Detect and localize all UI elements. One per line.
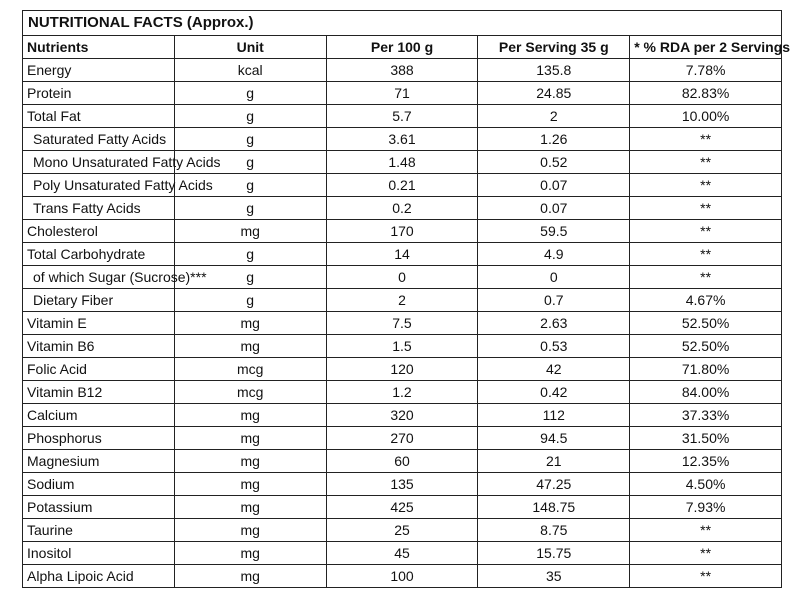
- table-row: [23, 151, 782, 174]
- header-rda: * % RDA per 2 Servings: [630, 36, 782, 59]
- nutrient-rda: **: [630, 128, 782, 151]
- nutrient-per-100g: 320: [326, 404, 478, 427]
- nutrient-name: Vitamin B6: [23, 335, 175, 358]
- nutrient-per-serving: 0.7: [478, 289, 630, 312]
- table-row: [23, 82, 782, 105]
- table-row: [23, 289, 782, 312]
- table-row: [23, 519, 782, 542]
- nutrient-name: Total Fat: [23, 105, 175, 128]
- nutrient-unit: mg: [174, 496, 326, 519]
- nutrient-rda: 52.50%: [630, 312, 782, 335]
- nutrient-per-serving: 35: [478, 565, 630, 588]
- nutrient-per-serving: 2.63: [478, 312, 630, 335]
- nutrient-per-100g: 388: [326, 59, 478, 82]
- nutrient-unit: mg: [174, 473, 326, 496]
- nutrient-per-100g: 14: [326, 243, 478, 266]
- nutrient-per-100g: 0.2: [326, 197, 478, 220]
- nutrient-unit: g: [174, 289, 326, 312]
- nutrient-per-serving: 24.85: [478, 82, 630, 105]
- nutrient-name: Vitamin E: [23, 312, 175, 335]
- nutrition-facts-panel: [22, 10, 791, 588]
- nutrient-name: Poly Unsaturated Fatty Acids: [23, 174, 175, 197]
- nutrient-unit: g: [174, 174, 326, 197]
- nutrient-unit: mg: [174, 312, 326, 335]
- nutrient-per-100g: 2: [326, 289, 478, 312]
- nutrient-unit: g: [174, 197, 326, 220]
- nutrient-rda: 71.80%: [630, 358, 782, 381]
- table-row: [23, 335, 782, 358]
- nutrient-name: Cholesterol: [23, 220, 175, 243]
- nutrient-per-100g: 0.21: [326, 174, 478, 197]
- nutrient-rda: 4.50%: [630, 473, 782, 496]
- nutrient-per-serving: 15.75: [478, 542, 630, 565]
- nutrient-name: Calcium: [23, 404, 175, 427]
- nutrition-table: [22, 10, 791, 588]
- nutrient-unit: kcal: [174, 59, 326, 82]
- nutrient-name: of which Sugar (Sucrose)***: [23, 266, 175, 289]
- nutrient-per-100g: 1.2: [326, 381, 478, 404]
- nutrient-unit: mcg: [174, 358, 326, 381]
- nutrient-per-serving: 42: [478, 358, 630, 381]
- nutrient-rda: **: [630, 243, 782, 266]
- table-row: [23, 450, 782, 473]
- nutrient-rda: 12.35%: [630, 450, 782, 473]
- nutrient-per-100g: 60: [326, 450, 478, 473]
- table-row: [23, 105, 782, 128]
- nutrient-per-serving: 94.5: [478, 427, 630, 450]
- nutrient-name: Dietary Fiber: [23, 289, 175, 312]
- table-row: [23, 312, 782, 335]
- nutrient-per-serving: 47.25: [478, 473, 630, 496]
- nutrient-unit: mg: [174, 519, 326, 542]
- nutrient-unit: mg: [174, 450, 326, 473]
- nutrient-per-100g: 5.7: [326, 105, 478, 128]
- header-row: [23, 36, 782, 59]
- nutrient-per-100g: 45: [326, 542, 478, 565]
- nutrient-per-100g: 7.5: [326, 312, 478, 335]
- nutrient-rda: 4.67%: [630, 289, 782, 312]
- nutrient-name: Inositol: [23, 542, 175, 565]
- table-row: [23, 542, 782, 565]
- table-row: [23, 381, 782, 404]
- table-row: [23, 473, 782, 496]
- nutrient-unit: mg: [174, 335, 326, 358]
- nutrient-per-serving: 112: [478, 404, 630, 427]
- header-unit: Unit: [174, 36, 326, 59]
- nutrient-name: Total Carbohydrate: [23, 243, 175, 266]
- nutrient-name: Folic Acid: [23, 358, 175, 381]
- nutrient-rda: 82.83%: [630, 82, 782, 105]
- nutrient-name: Taurine: [23, 519, 175, 542]
- nutrient-per-100g: 270: [326, 427, 478, 450]
- nutrient-rda: **: [630, 542, 782, 565]
- nutrient-rda: **: [630, 565, 782, 588]
- nutrient-rda: **: [630, 220, 782, 243]
- nutrient-name: Mono Unsaturated Fatty Acids: [23, 151, 175, 174]
- nutrient-rda: **: [630, 151, 782, 174]
- nutrient-per-100g: 0: [326, 266, 478, 289]
- nutrient-per-serving: 135.8: [478, 59, 630, 82]
- nutrient-name: Potassium: [23, 496, 175, 519]
- nutrient-per-serving: 8.75: [478, 519, 630, 542]
- nutrient-unit: g: [174, 105, 326, 128]
- nutrient-rda: 52.50%: [630, 335, 782, 358]
- nutrient-name: Magnesium: [23, 450, 175, 473]
- nutrient-rows: [23, 59, 782, 588]
- nutrient-per-serving: 2: [478, 105, 630, 128]
- nutrient-unit: mg: [174, 565, 326, 588]
- nutrient-unit: g: [174, 243, 326, 266]
- table-row: [23, 243, 782, 266]
- table-row: [23, 174, 782, 197]
- nutrient-name: Saturated Fatty Acids: [23, 128, 175, 151]
- nutrient-name: Vitamin B12: [23, 381, 175, 404]
- nutrient-per-100g: 120: [326, 358, 478, 381]
- nutrient-name: Protein: [23, 82, 175, 105]
- nutrient-per-serving: 0.52: [478, 151, 630, 174]
- nutrient-rda: **: [630, 266, 782, 289]
- nutrient-per-serving: 1.26: [478, 128, 630, 151]
- nutrient-per-serving: 21: [478, 450, 630, 473]
- header-nutrients: Nutrients: [23, 36, 175, 59]
- header-per-serving: Per Serving 35 g: [478, 36, 630, 59]
- nutrient-per-100g: 135: [326, 473, 478, 496]
- nutrient-name: Phosphorus: [23, 427, 175, 450]
- nutrient-per-serving: 0.07: [478, 174, 630, 197]
- nutrient-rda: **: [630, 174, 782, 197]
- nutrient-unit: g: [174, 266, 326, 289]
- nutrient-per-serving: 0.07: [478, 197, 630, 220]
- nutrient-rda: 37.33%: [630, 404, 782, 427]
- nutrient-name: Energy: [23, 59, 175, 82]
- nutrient-per-100g: 100: [326, 565, 478, 588]
- table-row: [23, 197, 782, 220]
- nutrient-per-100g: 1.48: [326, 151, 478, 174]
- table-row: [23, 59, 782, 82]
- nutrient-per-100g: 3.61: [326, 128, 478, 151]
- table-row: [23, 128, 782, 151]
- nutrient-unit: g: [174, 82, 326, 105]
- nutrient-name: Sodium: [23, 473, 175, 496]
- nutrient-rda: **: [630, 197, 782, 220]
- nutrient-per-serving: 0.53: [478, 335, 630, 358]
- header-per-100g: Per 100 g: [326, 36, 478, 59]
- nutrient-per-serving: 59.5: [478, 220, 630, 243]
- nutrient-rda: 7.78%: [630, 59, 782, 82]
- nutrient-rda: 84.00%: [630, 381, 782, 404]
- nutrient-rda: **: [630, 519, 782, 542]
- title-row: [23, 11, 782, 36]
- table-row: [23, 404, 782, 427]
- table-row: [23, 358, 782, 381]
- nutrient-unit: mcg: [174, 381, 326, 404]
- nutrient-unit: g: [174, 128, 326, 151]
- table-row: [23, 565, 782, 588]
- nutrient-unit: mg: [174, 542, 326, 565]
- nutrient-unit: mg: [174, 404, 326, 427]
- nutrient-per-serving: 148.75: [478, 496, 630, 519]
- nutrient-per-serving: 0: [478, 266, 630, 289]
- nutrient-rda: 7.93%: [630, 496, 782, 519]
- table-row: [23, 266, 782, 289]
- table-row: [23, 496, 782, 519]
- nutrient-unit: g: [174, 151, 326, 174]
- nutrient-per-100g: 71: [326, 82, 478, 105]
- nutrient-per-100g: 1.5: [326, 335, 478, 358]
- nutrient-unit: mg: [174, 220, 326, 243]
- table-title: NUTRITIONAL FACTS (Approx.): [23, 11, 782, 36]
- nutrient-name: Alpha Lipoic Acid: [23, 565, 175, 588]
- table-row: [23, 427, 782, 450]
- nutrient-per-100g: 425: [326, 496, 478, 519]
- nutrient-per-100g: 170: [326, 220, 478, 243]
- nutrient-per-serving: 4.9: [478, 243, 630, 266]
- nutrient-per-serving: 0.42: [478, 381, 630, 404]
- table-row: [23, 220, 782, 243]
- nutrient-per-100g: 25: [326, 519, 478, 542]
- nutrient-rda: 10.00%: [630, 105, 782, 128]
- nutrient-unit: mg: [174, 427, 326, 450]
- nutrient-name: Trans Fatty Acids: [23, 197, 175, 220]
- nutrient-rda: 31.50%: [630, 427, 782, 450]
